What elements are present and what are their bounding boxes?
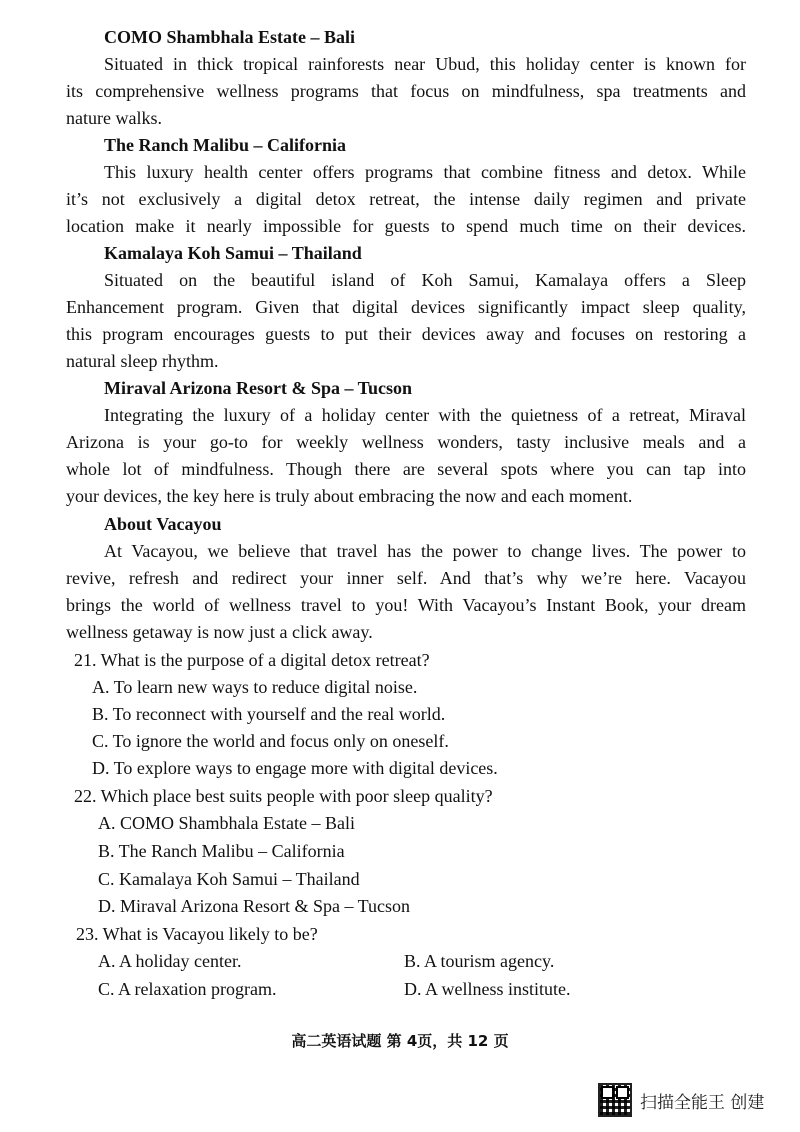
question-23-option-a: A. A holiday center.: [98, 951, 242, 971]
retreat-kamalaya-line-1: Situated on the beautiful island of Koh Samui, Kamalaya offers a Sleep: [104, 270, 746, 290]
about-vacayou-line-4: wellness getaway is now just a click away.: [66, 622, 373, 642]
retreat-title-ranch: The Ranch Malibu – California: [104, 135, 347, 155]
retreat-title-miraval: Miraval Arizona Resort & Spa – Tucson: [104, 378, 413, 398]
retreat-kamalaya-line-2: Enhancement program. Given that digital devices significantly impact sleep quality,: [66, 297, 746, 317]
retreat-kamalaya-line-4: natural sleep rhythm.: [66, 351, 219, 371]
question-22-option-c: C. Kamalaya Koh Samui – Thailand: [98, 869, 360, 889]
about-vacayou-line-2: revive, refresh and redirect your inner self. And that’s why we’re here. Vacayou: [66, 568, 746, 588]
retreat-miraval-line-4: your devices, the key here is truly about embracing the now and each moment.: [66, 486, 633, 506]
question-21-option-b: B. To reconnect with yourself and the real world.: [92, 704, 446, 724]
about-vacayou-line-3: brings the world of wellness travel to you! With Vacayou’s Instant Book, your dream: [66, 595, 746, 615]
retreat-miraval-line-3: whole lot of mindfulness. Though there are several spots where you can tap into: [66, 459, 746, 479]
question-21-option-d: D. To explore ways to engage more with digital devices.: [92, 758, 498, 778]
qr-code-icon: [598, 1083, 632, 1117]
retreat-como-line-3: nature walks.: [66, 108, 162, 128]
question-22-stem: 22. Which place best suits people with poor sleep quality?: [74, 786, 493, 806]
retreat-ranch-line-2: it’s not exclusively a digital detox retreat, the intense daily regimen and private: [66, 189, 746, 209]
question-22-option-b: B. The Ranch Malibu – California: [98, 841, 345, 861]
question-22-option-a: A. COMO Shambhala Estate – Bali: [98, 813, 355, 833]
about-vacayou-title: About Vacayou: [104, 514, 222, 534]
question-23-option-b: B. A tourism agency.: [404, 951, 555, 971]
retreat-ranch-line-3: location make it nearly impossible for guests to spend much time on their devices.: [66, 216, 746, 236]
about-vacayou-line-1: At Vacayou, we believe that travel has the power to change lives. The power to: [104, 541, 746, 561]
scanner-label: 扫描全能王 创建: [640, 1092, 765, 1113]
retreat-miraval-line-1: Integrating the luxury of a holiday center with the quietness of a retreat, Miraval: [104, 405, 746, 425]
retreat-como-line-2: its comprehensive wellness programs that focus on mindfulness, spa treatments and: [66, 81, 746, 101]
question-23-stem: 23. What is Vacayou likely to be?: [76, 924, 318, 944]
retreat-ranch-line-1: This luxury health center offers programs that combine fitness and detox. While: [104, 162, 746, 182]
question-21-option-c: C. To ignore the world and focus only on oneself.: [92, 731, 449, 751]
retreat-como-line-1: Situated in thick tropical rainforests near Ubud, this holiday center is known for: [104, 54, 746, 74]
question-21-option-a: A. To learn new ways to reduce digital noise.: [92, 677, 418, 697]
retreat-kamalaya-line-3: this program encourages guests to put their devices away and focuses on restoring a: [66, 324, 746, 344]
retreat-title-kamalaya: Kamalaya Koh Samui – Thailand: [104, 243, 362, 263]
retreat-title-como: COMO Shambhala Estate – Bali: [104, 27, 356, 47]
retreat-miraval-line-2: Arizona is your go-to for weekly wellness wonders, tasty inclusive meals and a: [66, 432, 746, 452]
question-21-stem: 21. What is the purpose of a digital detox retreat?: [74, 650, 430, 670]
question-22-option-d: D. Miraval Arizona Resort & Spa – Tucson: [98, 896, 410, 916]
question-23-option-d: D. A wellness institute.: [404, 979, 571, 999]
scanner-watermark: [598, 1082, 764, 1118]
question-23-option-c: C. A relaxation program.: [98, 979, 277, 999]
page-footer: 高二英语试题 第 4页，共 12 页: [291, 1032, 509, 1050]
